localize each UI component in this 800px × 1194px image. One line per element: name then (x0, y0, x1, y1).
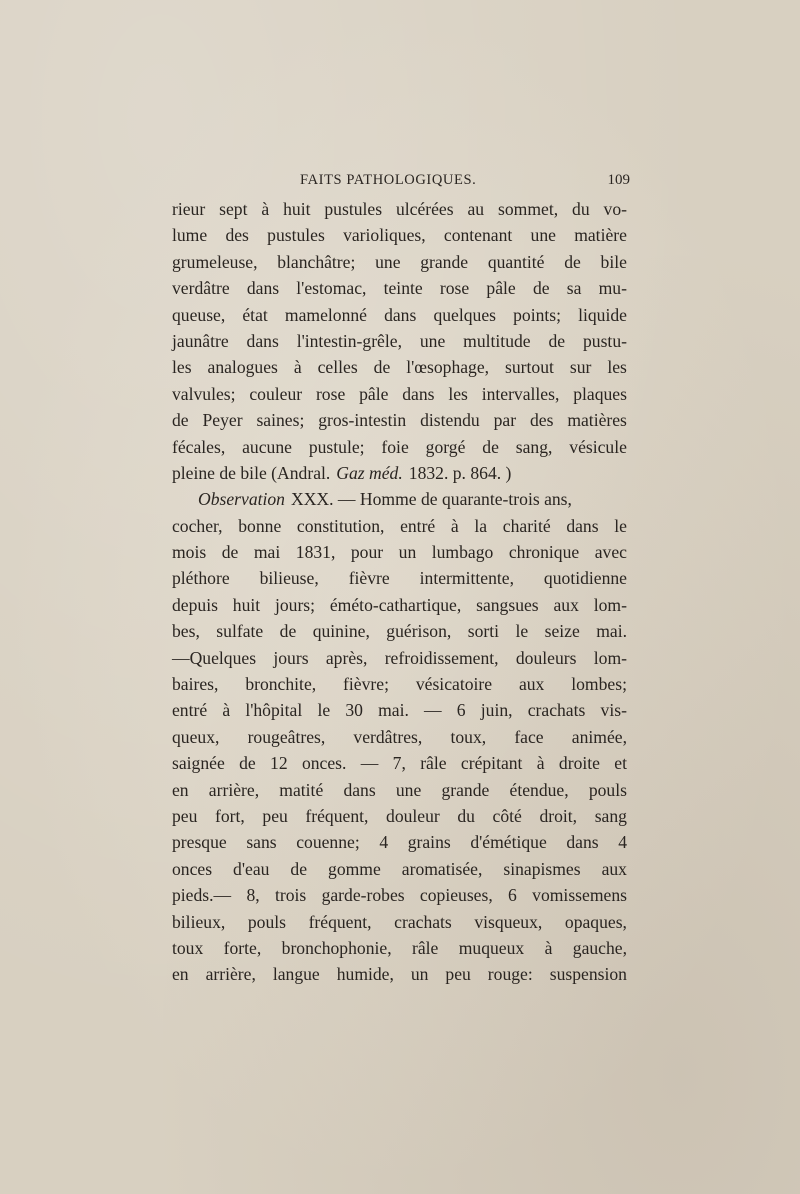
word: 4 (618, 832, 627, 853)
word: aucune (242, 436, 292, 457)
word: huit (283, 199, 311, 219)
word: multitude (463, 330, 531, 351)
word: du (572, 199, 590, 219)
word: vésicule (569, 436, 627, 457)
word: surtout (505, 357, 554, 378)
word: sept (219, 199, 248, 219)
word: 1831, (295, 542, 336, 563)
word: aromatisée, (401, 858, 483, 879)
word: celles (317, 357, 358, 378)
word: lom- (593, 647, 627, 668)
word: bilieuse, (259, 568, 319, 589)
word: grains (407, 832, 451, 853)
word: peu (172, 805, 198, 826)
word: bes, (172, 621, 200, 642)
word: peu (445, 964, 471, 985)
word: bronchophonie, (281, 937, 392, 958)
word: entré (400, 515, 436, 536)
text-line (172, 249, 627, 275)
word: foie (381, 436, 409, 457)
word: de (239, 753, 256, 774)
text-line (172, 909, 627, 935)
word: l'hôpital (245, 700, 303, 721)
word: seize (544, 621, 580, 642)
word: quotidienne (543, 568, 627, 589)
word: garde-robes (321, 885, 405, 906)
word: dans (343, 779, 376, 800)
word: baires, (172, 674, 219, 695)
word: à (261, 199, 270, 219)
word: 12 (270, 753, 288, 774)
word: de (564, 251, 581, 272)
text-line (172, 882, 627, 908)
word: dans (566, 832, 599, 853)
word: vomissemens (532, 885, 627, 906)
word: à (222, 700, 231, 721)
word: matière (574, 225, 627, 246)
word: par (493, 410, 517, 431)
word: analogues (207, 357, 278, 378)
word: dans (384, 304, 417, 325)
word: verdâtre (172, 278, 230, 299)
word: peu (262, 805, 288, 826)
word: lume (172, 225, 208, 246)
page-number: 109 (607, 172, 630, 188)
word: mai. (596, 621, 627, 642)
word: fécales, (172, 436, 226, 457)
text-line (172, 565, 627, 591)
text-line (172, 407, 627, 433)
word: rose (315, 383, 346, 404)
word: trois (274, 885, 307, 906)
text-line (172, 671, 627, 697)
word: aux (601, 858, 627, 879)
word: éméto-cathartique, (329, 594, 462, 615)
word: mamelonné (284, 304, 367, 325)
text-line (172, 513, 627, 539)
word: à (536, 753, 545, 774)
word: animée, (571, 726, 627, 747)
word: étendue, (509, 779, 569, 800)
text-line (172, 539, 627, 565)
word: une (395, 779, 422, 800)
word: râle (420, 753, 447, 774)
text-line (172, 829, 627, 855)
word: de (279, 621, 297, 642)
text-line (172, 302, 627, 328)
word: dans (246, 278, 280, 299)
word: d'eau (233, 858, 270, 879)
text-line (172, 592, 627, 618)
word: la (474, 515, 488, 536)
word: en (172, 964, 189, 985)
text-line (172, 328, 627, 354)
word: dans (402, 383, 435, 404)
word: dans (246, 330, 279, 351)
observation-heading: XXX. — Homme de quarante-trois ans, (290, 489, 572, 510)
word: une (419, 330, 446, 351)
word: matité (279, 779, 324, 800)
word: fièvre (348, 568, 390, 589)
word: pléthore (172, 568, 230, 589)
word: pouls (247, 911, 286, 932)
word: onces (172, 858, 213, 879)
word: sang, (515, 436, 553, 457)
word: vis- (600, 700, 627, 721)
word: queuse, (172, 304, 226, 325)
word: constitution, (296, 515, 385, 536)
word: depuis (172, 594, 218, 615)
text-line (172, 381, 627, 407)
word: sans (246, 832, 277, 853)
word: arrière, (205, 964, 256, 985)
word: juin, (480, 700, 513, 721)
word: teinte (383, 278, 423, 299)
word: fort, (215, 805, 245, 826)
word: varioliques, (343, 225, 426, 246)
word: suspension (549, 964, 627, 985)
word: une (530, 225, 556, 246)
word: sang (594, 805, 627, 826)
word: — (360, 753, 379, 774)
text-line (172, 697, 627, 723)
word: gros-intestin (318, 410, 407, 431)
word: l'intestin-grêle, (296, 330, 402, 351)
word: ulcérées (395, 199, 454, 219)
word: fréquent, (305, 805, 369, 826)
citation-reference: 1832. p. 864. ) (408, 462, 512, 483)
word: toux, (450, 726, 487, 747)
text-line-observation (172, 486, 627, 512)
word: face (514, 726, 544, 747)
running-title: FAITS PATHOLOGIQUES. (300, 172, 477, 188)
journal-title: Gaz méd. (336, 462, 403, 483)
word: jours (273, 647, 309, 668)
word: le (317, 700, 331, 721)
word: 8, (246, 885, 260, 906)
word: des (225, 225, 249, 246)
word: lombes; (571, 674, 627, 695)
word: bronchite, (245, 674, 317, 695)
word: sangsues (476, 594, 539, 615)
word: les (172, 357, 192, 378)
word: toux (172, 937, 204, 958)
word: un (410, 964, 429, 985)
word: — (424, 700, 442, 721)
word: quinine, (312, 621, 370, 642)
word: les (448, 383, 468, 404)
word: fréquent, (308, 911, 372, 932)
word: de (548, 330, 566, 351)
paragraph-observation (172, 513, 627, 988)
text-line (172, 856, 627, 882)
word: aux (518, 674, 545, 695)
observation-label: Observation (198, 489, 285, 510)
word: presque (172, 832, 227, 853)
word: lumbago (431, 542, 494, 563)
word: rose (439, 278, 470, 299)
word: pustu- (582, 330, 627, 351)
word: de (532, 278, 550, 299)
word: de (373, 357, 391, 378)
word: aux (553, 594, 579, 615)
word: vo- (603, 199, 627, 219)
word: côté (492, 805, 522, 826)
word: arrière, (208, 779, 260, 800)
word: sorti (467, 621, 500, 642)
word: à (293, 357, 302, 378)
word: mai. (378, 700, 409, 721)
word: crachats (527, 700, 586, 721)
word: forte, (223, 937, 262, 958)
word: bile (600, 251, 627, 272)
word: valvules; (172, 383, 236, 404)
word: de (172, 410, 189, 431)
word: état (242, 304, 268, 325)
word: de (221, 542, 239, 563)
page-header (200, 172, 630, 196)
word: pouls (588, 779, 627, 800)
word: les (607, 357, 627, 378)
word: le (515, 621, 529, 642)
word: rouge: (487, 964, 533, 985)
text-line (172, 222, 627, 248)
word: couleur (249, 383, 303, 404)
word: huit (232, 594, 261, 615)
word: blanchâtre; (277, 251, 356, 272)
word: à (544, 937, 553, 958)
word: fièvre; (343, 674, 389, 695)
word: à (450, 515, 459, 536)
word: mai (253, 542, 281, 563)
word: sommet, (498, 199, 559, 219)
word: bilieux, (172, 911, 226, 932)
word: rieur (172, 199, 206, 219)
word: points; (513, 304, 561, 325)
word: pustule; (308, 436, 365, 457)
word: cocher, (172, 515, 223, 536)
word: rougeâtres, (247, 726, 326, 747)
word: lom- (593, 594, 627, 615)
word: sinapismes (503, 858, 581, 879)
word: opaques, (564, 911, 627, 932)
word: droite (558, 753, 600, 774)
word: visqueux, (474, 911, 543, 932)
word: saines; (256, 410, 305, 431)
word: jaunâtre (172, 330, 229, 351)
word: sulfate (216, 621, 264, 642)
word: muqueux (458, 937, 525, 958)
word: pour (350, 542, 384, 563)
word: pustules (324, 199, 383, 219)
text-line (172, 750, 627, 776)
word: gauche, (572, 937, 627, 958)
word: vésicatoire (415, 674, 493, 695)
word: après, (325, 647, 368, 668)
text-line (172, 935, 627, 961)
word: pustules (267, 225, 325, 246)
word: verdâtres, (353, 726, 423, 747)
text-line (172, 618, 627, 644)
word: charité (502, 515, 551, 536)
word: chronique (508, 542, 580, 563)
text-line (172, 275, 627, 301)
body-text (172, 196, 627, 988)
word: 6 (508, 885, 517, 906)
word: liquide (578, 304, 627, 325)
word: matières (567, 410, 627, 431)
word: en (172, 779, 189, 800)
word: dans (566, 515, 599, 536)
word: mois (172, 542, 207, 563)
text-line (172, 645, 627, 671)
word: quelques (433, 304, 496, 325)
word: avec (594, 542, 627, 563)
word: grumeleuse, (172, 251, 258, 272)
word: onces. (301, 753, 347, 774)
word: contenant (443, 225, 513, 246)
word: douleur (386, 805, 440, 826)
word: grande (441, 779, 490, 800)
word: plaques (573, 383, 627, 404)
word: pieds.— (172, 885, 232, 906)
word: d'émétique (470, 832, 547, 853)
word: grande (420, 251, 469, 272)
word: 6 (456, 700, 466, 721)
word: une (375, 251, 401, 272)
text-line (172, 724, 627, 750)
word: de (482, 436, 499, 457)
word: saignée (172, 753, 225, 774)
word: et (614, 753, 627, 774)
text-line (172, 196, 627, 222)
word: queux, (172, 726, 220, 747)
word: bonne (238, 515, 282, 536)
word: râle (411, 937, 439, 958)
word: guérison, (386, 621, 452, 642)
word: crachats (394, 911, 452, 932)
word: copieuses, (419, 885, 493, 906)
word: du (457, 805, 475, 826)
word: —Quelques (172, 647, 257, 668)
text-line (172, 777, 627, 803)
word: quantité (487, 251, 545, 272)
text-line (172, 803, 627, 829)
word: humide, (336, 964, 394, 985)
word: Peyer (202, 410, 243, 431)
word: entré (172, 700, 208, 721)
word: crépitant (460, 753, 523, 774)
word: gorgé (425, 436, 466, 457)
word: 30 (345, 700, 363, 721)
word: au (467, 199, 485, 219)
word: de (290, 858, 308, 879)
word: refroidissement, (384, 647, 499, 668)
word: jours; (274, 594, 316, 615)
text-line (172, 961, 627, 987)
word: intermittente, (419, 568, 514, 589)
word: l'estomac, (296, 278, 367, 299)
word: douleurs (515, 647, 577, 668)
text-line (172, 354, 627, 380)
word: langue (272, 964, 320, 985)
word: sa (566, 278, 582, 299)
text-line (172, 434, 627, 460)
word: un (398, 542, 417, 563)
word: droit, (539, 805, 578, 826)
word: le (614, 515, 627, 536)
word: intervalles, (481, 383, 560, 404)
paragraph-continued (172, 196, 627, 460)
citation-text: pleine de bile (Andral. (172, 462, 331, 483)
word: distendu (420, 410, 480, 431)
word: pâle (486, 278, 516, 299)
word: couenne; (296, 832, 360, 853)
word: pâle (359, 383, 389, 404)
word: 7, (392, 753, 406, 774)
word: 4 (379, 832, 389, 853)
text-line-citation (172, 460, 627, 486)
word: gomme (328, 858, 381, 879)
word: sur (569, 357, 592, 378)
word: des (529, 410, 554, 431)
word: mu- (598, 278, 627, 299)
word: l'œsophage, (406, 357, 490, 378)
